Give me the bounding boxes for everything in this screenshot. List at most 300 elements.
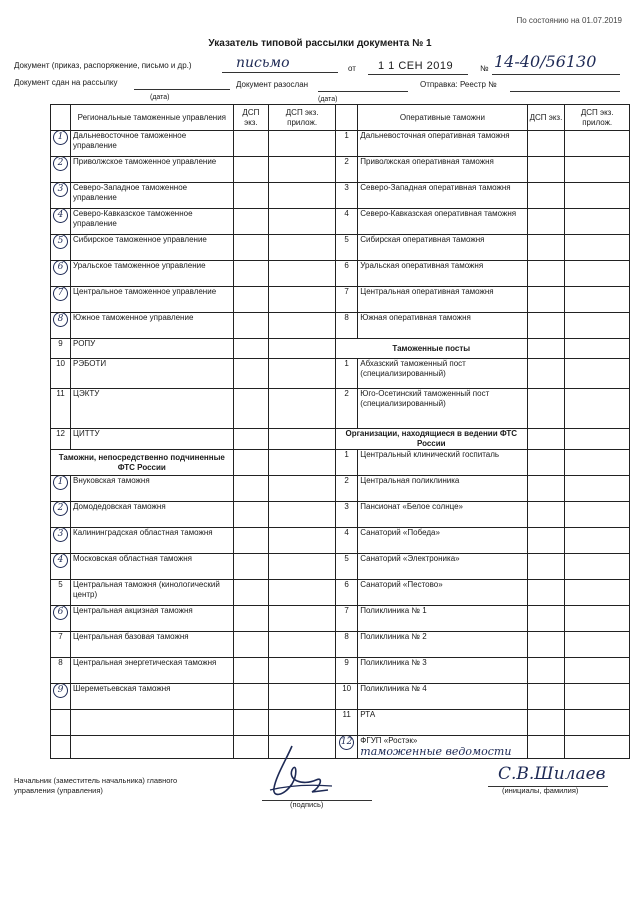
left-dsp-att-cell — [269, 339, 336, 359]
right-recipient — [358, 502, 527, 528]
left-dsp-att-cell — [269, 157, 336, 183]
left-row-number — [51, 389, 71, 429]
header-dsp-att-left: ДСП экз. прилож. — [269, 105, 336, 131]
name-label: (инициалы, фамилия) — [502, 786, 579, 795]
circled-mark: 8 — [53, 313, 68, 328]
row-number-text: 3 — [344, 183, 349, 192]
left-dsp-att-cell — [269, 313, 336, 339]
table-row — [51, 261, 630, 287]
circled-mark: 9 — [53, 684, 68, 699]
right-recipient-text: Центральный клинический госпиталь — [360, 450, 500, 459]
right-row-number — [336, 684, 358, 710]
right-dsp-cell — [527, 528, 565, 554]
right-row-number — [336, 261, 358, 287]
left-dsp-cell — [233, 313, 269, 339]
right-recipient-text: Пансионат «Белое солнце» — [360, 502, 463, 511]
left-recipient: Калининградская областная таможня — [71, 528, 234, 554]
left-dsp-cell — [233, 502, 269, 528]
right-dsp-cell — [527, 450, 565, 476]
right-dsp-cell — [527, 359, 565, 389]
right-row-number — [336, 389, 358, 429]
right-recipient — [358, 261, 527, 287]
table-row — [51, 235, 630, 261]
left-dsp-cell — [233, 157, 269, 183]
left-dsp-cell — [233, 131, 269, 157]
circled-mark: 6 — [53, 606, 68, 621]
right-dsp-cell — [527, 183, 565, 209]
footer-position: Начальник (заместитель начальника) главного управления (управления) — [14, 776, 178, 795]
left-recipient — [71, 736, 234, 759]
right-recipient-text: Дальневосточная оперативная таможня — [360, 131, 510, 140]
left-dsp-cell — [233, 710, 269, 736]
table-row — [51, 502, 630, 528]
doc-date-stamp: 1 1 СЕН 2019 — [378, 60, 454, 72]
right-row-number — [336, 606, 358, 632]
circled-mark: 1 — [53, 131, 68, 146]
left-dsp-cell — [233, 183, 269, 209]
left-dsp-cell — [233, 359, 269, 389]
right-recipient — [358, 287, 527, 313]
sign-label: (подпись) — [290, 800, 324, 809]
left-recipient: Сибирское таможенное управление — [71, 235, 234, 261]
row-number-text: 3 — [344, 502, 349, 511]
row-number-text: 7 — [58, 632, 63, 641]
left-dsp-att-cell — [269, 554, 336, 580]
left-row-number — [51, 339, 71, 359]
left-row-number — [51, 736, 71, 759]
right-recipient-text: Санаторий «Победа» — [360, 528, 440, 537]
left-row-number — [51, 684, 71, 710]
right-recipient-text: ФГУП «Ростэк» — [360, 736, 418, 745]
left-row-number — [51, 632, 71, 658]
table-row — [51, 389, 630, 429]
right-dsp-cell — [527, 131, 565, 157]
right-row-number — [336, 736, 358, 759]
right-dsp-att-cell — [565, 580, 630, 606]
right-dsp-cell — [527, 313, 565, 339]
left-dsp-att-cell — [269, 131, 336, 157]
distributed-label: Документ разослан — [236, 80, 309, 89]
left-recipient: ЦИТТУ — [71, 429, 234, 450]
right-dsp-att-cell — [565, 313, 630, 339]
date-label-right: (дата) — [318, 96, 338, 103]
handwritten-name: С.В.Шилаев — [498, 764, 606, 784]
left-dsp-att-cell — [269, 658, 336, 684]
right-recipient-text: Южная оперативная таможня — [360, 313, 471, 322]
header-num-left — [51, 105, 71, 131]
circled-mark: 2 — [53, 502, 68, 517]
right-dsp-cell — [527, 261, 565, 287]
right-dsp-cell — [527, 658, 565, 684]
right-recipient-text: Поликлиника № 1 — [360, 606, 427, 615]
right-row-number — [336, 502, 358, 528]
header-dsp-att-right: ДСП экз. прилож. — [565, 105, 630, 131]
right-recipient — [358, 183, 527, 209]
right-row-number — [336, 157, 358, 183]
doc-number-handwritten: 14-40/56130 — [494, 52, 597, 71]
row-number-text: 2 — [344, 476, 349, 485]
right-row-number — [336, 554, 358, 580]
right-recipient — [358, 131, 527, 157]
right-row-number — [336, 476, 358, 502]
left-dsp-cell — [233, 476, 269, 502]
right-recipient-text: Поликлиника № 3 — [360, 658, 427, 667]
left-recipient: РОПУ — [71, 339, 234, 359]
circled-mark: 2 — [53, 157, 68, 172]
doc-number-underline — [492, 74, 620, 75]
row-number-text: 12 — [56, 429, 65, 438]
right-dsp-att-cell — [565, 606, 630, 632]
table-row — [51, 658, 630, 684]
left-row-number — [51, 261, 71, 287]
left-recipient: Уральское таможенное управление — [71, 261, 234, 287]
right-recipient-text: Поликлиника № 4 — [360, 684, 427, 693]
row-number-text: 2 — [344, 157, 349, 166]
left-dsp-cell — [233, 339, 269, 359]
sent-label: Документ сдан на рассылку — [14, 78, 118, 87]
right-recipient — [358, 684, 527, 710]
right-recipient-text: Северо-Западная оперативная таможня — [360, 183, 511, 192]
handwritten-note: таможенные ведомости — [360, 745, 512, 758]
right-recipient — [358, 450, 527, 476]
right-row-number — [336, 632, 358, 658]
left-recipient — [71, 710, 234, 736]
right-recipient — [358, 528, 527, 554]
left-dsp-att-cell — [269, 528, 336, 554]
row-number-text: 7 — [344, 606, 349, 615]
right-dsp-cell — [527, 580, 565, 606]
left-recipient: Центральная энергетическая таможня — [71, 658, 234, 684]
table-row — [51, 313, 630, 339]
row-number-text: 6 — [344, 261, 349, 270]
sent-underline — [134, 89, 230, 90]
row-number-text: 8 — [58, 658, 63, 667]
row-number-text: 4 — [344, 209, 349, 218]
right-dsp-att-cell — [565, 183, 630, 209]
left-dsp-cell — [233, 606, 269, 632]
header-left-name: Региональные таможенные управления — [71, 105, 234, 131]
left-dsp-cell — [233, 580, 269, 606]
table-row — [51, 710, 630, 736]
table-row — [51, 339, 630, 359]
left-recipient: Центральное таможенное управление — [71, 287, 234, 313]
row-number-text: 10 — [342, 684, 352, 693]
status-date: По состоянию на 01.07.2019 — [516, 16, 622, 25]
right-dsp-att-cell — [565, 209, 630, 235]
left-dsp-att-cell — [269, 606, 336, 632]
right-dsp-att-cell — [565, 287, 630, 313]
left-row-number — [51, 235, 71, 261]
right-recipient — [358, 476, 527, 502]
right-dsp-att-cell — [565, 476, 630, 502]
right-recipient — [358, 235, 527, 261]
row-number-text: 1 — [344, 359, 349, 368]
left-dsp-cell — [233, 429, 269, 450]
right-row-number — [336, 131, 358, 157]
right-dsp-cell — [527, 502, 565, 528]
table-row — [51, 287, 630, 313]
row-number-text: 5 — [344, 554, 349, 563]
right-row-number — [336, 313, 358, 339]
right-dsp-cell — [527, 554, 565, 580]
left-row-number — [51, 710, 71, 736]
page-title: Указатель типовой рассылки документа № 1 — [208, 38, 432, 49]
doc-date-underline — [368, 74, 468, 75]
header-num-right — [336, 105, 358, 131]
table-row — [51, 580, 630, 606]
table-row — [51, 554, 630, 580]
right-recipient — [358, 580, 527, 606]
left-recipient: Северо-Западное таможенное управление — [71, 183, 234, 209]
right-recipient-text: Юго-Осетинский таможенный пост (специализированный) — [360, 389, 490, 408]
table-row — [51, 157, 630, 183]
right-dsp-cell — [527, 606, 565, 632]
doc-from-label: от — [348, 64, 356, 73]
right-row-number — [336, 580, 358, 606]
right-recipient-text: РТА — [360, 710, 376, 719]
right-recipient — [358, 359, 527, 389]
row-number-text: 9 — [58, 339, 63, 348]
circled-mark: 6 — [53, 261, 68, 276]
circled-mark: 1 — [53, 476, 68, 491]
row-number-text: 11 — [56, 389, 65, 398]
table-row — [51, 450, 630, 476]
table-row — [51, 183, 630, 209]
left-row-number — [51, 131, 71, 157]
right-row-number — [336, 450, 358, 476]
right-recipient-text: Центральная поликлиника — [360, 476, 460, 485]
right-recipient — [358, 209, 527, 235]
right-dsp-cell — [527, 157, 565, 183]
left-dsp-cell — [233, 235, 269, 261]
right-row-number — [336, 209, 358, 235]
right-row-number — [336, 359, 358, 389]
row-number-text: 5 — [344, 235, 349, 244]
left-recipient: Московская областная таможня — [71, 554, 234, 580]
doc-number-label: № — [480, 64, 489, 73]
left-dsp-cell — [233, 528, 269, 554]
header-dsp-left: ДСП экз. — [233, 105, 269, 131]
row-number-text: 6 — [344, 580, 349, 589]
table-row — [51, 131, 630, 157]
right-recipient-text: Уральская оперативная таможня — [360, 261, 484, 270]
right-dsp-cell — [527, 235, 565, 261]
doc-type-underline — [222, 72, 338, 73]
left-recipient: Приволжское таможенное управление — [71, 157, 234, 183]
left-dsp-cell — [233, 450, 269, 476]
right-recipient-text: Приволжская оперативная таможня — [360, 157, 494, 166]
left-dsp-cell — [233, 209, 269, 235]
right-dsp-att-cell — [565, 528, 630, 554]
right-dsp-cell — [527, 429, 565, 450]
right-recipient — [358, 157, 527, 183]
right-dsp-cell — [527, 710, 565, 736]
right-dsp-att-cell — [565, 339, 630, 359]
right-dsp-att-cell — [565, 710, 630, 736]
right-recipient — [358, 313, 527, 339]
right-dsp-att-cell — [565, 429, 630, 450]
left-recipient: Центральная акцизная таможня — [71, 606, 234, 632]
right-dsp-att-cell — [565, 131, 630, 157]
signature-image — [262, 740, 334, 804]
left-group-heading: Таможни, непосредственно подчиненные ФТС России — [51, 450, 234, 476]
left-row-number — [51, 502, 71, 528]
left-dsp-cell — [233, 389, 269, 429]
left-recipient: Внуковская таможня — [71, 476, 234, 502]
left-dsp-att-cell — [269, 710, 336, 736]
row-number-text: 1 — [344, 131, 349, 140]
table-row — [51, 429, 630, 450]
left-dsp-att-cell — [269, 502, 336, 528]
left-dsp-att-cell — [269, 359, 336, 389]
row-number-text: 7 — [344, 287, 349, 296]
right-dsp-att-cell — [565, 157, 630, 183]
dispatch-underline — [510, 91, 620, 92]
circled-mark: 3 — [53, 528, 68, 543]
right-dsp-cell — [527, 736, 565, 759]
left-recipient: РЭБОТИ — [71, 359, 234, 389]
table-row — [51, 359, 630, 389]
left-recipient: Южное таможенное управление — [71, 313, 234, 339]
left-dsp-cell — [233, 261, 269, 287]
left-dsp-att-cell — [269, 429, 336, 450]
row-number-text: 8 — [344, 632, 349, 641]
left-recipient: Шереметьевская таможня — [71, 684, 234, 710]
left-dsp-cell — [233, 684, 269, 710]
right-row-number — [336, 528, 358, 554]
left-recipient: Центральная таможня (кинологический центр) — [71, 580, 234, 606]
circled-mark: 3 — [53, 183, 68, 198]
circled-mark: 5 — [53, 235, 68, 250]
right-recipient — [358, 736, 527, 759]
date-label-left: (дата) — [150, 94, 170, 101]
table-row — [51, 684, 630, 710]
distributed-underline — [318, 91, 408, 92]
right-dsp-att-cell — [565, 261, 630, 287]
left-dsp-cell — [233, 658, 269, 684]
right-dsp-att-cell — [565, 389, 630, 429]
table-row — [51, 736, 630, 759]
right-recipient-text: Поликлиника № 2 — [360, 632, 427, 641]
header-dsp-right: ДСП экз. — [527, 105, 565, 131]
left-row-number — [51, 554, 71, 580]
right-recipient — [358, 710, 527, 736]
left-row-number — [51, 476, 71, 502]
left-row-number — [51, 359, 71, 389]
right-dsp-att-cell — [565, 684, 630, 710]
left-dsp-att-cell — [269, 389, 336, 429]
row-number-text: 8 — [344, 313, 349, 322]
header-right-name: Оперативные таможни — [358, 105, 527, 131]
row-number-text: 4 — [344, 528, 349, 537]
circled-mark: 4 — [53, 554, 68, 569]
right-recipient — [358, 658, 527, 684]
right-recipient-text: Северо-Кавказская оперативная таможня — [360, 209, 517, 218]
right-dsp-att-cell — [565, 502, 630, 528]
left-row-number — [51, 429, 71, 450]
left-dsp-att-cell — [269, 450, 336, 476]
doc-type-label: Документ (приказ, распоряжение, письмо и др.) — [14, 61, 192, 70]
left-dsp-att-cell — [269, 287, 336, 313]
left-dsp-att-cell — [269, 632, 336, 658]
right-dsp-cell — [527, 684, 565, 710]
left-dsp-cell — [233, 287, 269, 313]
row-number-text: 9 — [344, 658, 349, 667]
right-recipient-text: Сибирская оперативная таможня — [360, 235, 485, 244]
right-dsp-cell — [527, 389, 565, 429]
left-row-number — [51, 580, 71, 606]
left-recipient: Дальневосточное таможенное управление — [71, 131, 234, 157]
row-number-text: 5 — [58, 580, 63, 589]
left-dsp-att-cell — [269, 235, 336, 261]
left-recipient: Домодедовская таможня — [71, 502, 234, 528]
left-dsp-att-cell — [269, 580, 336, 606]
dispatch-label: Отправка: Реестр № — [420, 80, 497, 89]
right-dsp-att-cell — [565, 632, 630, 658]
left-row-number — [51, 606, 71, 632]
right-recipient — [358, 389, 527, 429]
right-recipient — [358, 606, 527, 632]
right-recipient-text: Санаторий «Электроника» — [360, 554, 460, 563]
right-row-number — [336, 287, 358, 313]
right-dsp-cell — [527, 632, 565, 658]
right-recipient-text: Санаторий «Пестово» — [360, 580, 443, 589]
right-dsp-att-cell — [565, 450, 630, 476]
left-row-number — [51, 658, 71, 684]
right-row-number — [336, 235, 358, 261]
table-row — [51, 606, 630, 632]
right-dsp-cell — [527, 476, 565, 502]
left-row-number — [51, 287, 71, 313]
row-number-text: 2 — [344, 389, 349, 398]
right-group-heading: Таможенные посты — [336, 339, 528, 359]
doc-type-handwritten: письмо — [236, 55, 290, 71]
left-dsp-att-cell — [269, 684, 336, 710]
left-row-number — [51, 313, 71, 339]
right-recipient — [358, 554, 527, 580]
row-number-text: 11 — [342, 710, 351, 719]
table-row — [51, 209, 630, 235]
table-row — [51, 476, 630, 502]
right-dsp-cell — [527, 287, 565, 313]
circled-mark: 4 — [53, 209, 68, 224]
row-number-text: 1 — [344, 450, 349, 459]
left-row-number — [51, 528, 71, 554]
left-dsp-cell — [233, 632, 269, 658]
right-row-number — [336, 183, 358, 209]
right-row-number — [336, 710, 358, 736]
right-dsp-cell — [527, 339, 565, 359]
table-row — [51, 528, 630, 554]
right-dsp-cell — [527, 209, 565, 235]
right-dsp-att-cell — [565, 235, 630, 261]
circled-mark: 12 — [339, 736, 354, 751]
right-recipient — [358, 632, 527, 658]
left-dsp-att-cell — [269, 209, 336, 235]
right-dsp-att-cell — [565, 359, 630, 389]
left-dsp-att-cell — [269, 476, 336, 502]
left-dsp-cell — [233, 554, 269, 580]
right-dsp-att-cell — [565, 736, 630, 759]
left-row-number — [51, 183, 71, 209]
left-recipient: Северо-Кавказское таможенное управление — [71, 209, 234, 235]
left-recipient: Центральная базовая таможня — [71, 632, 234, 658]
left-recipient: ЦЭКТУ — [71, 389, 234, 429]
left-row-number — [51, 209, 71, 235]
distribution-table — [50, 104, 630, 759]
left-row-number — [51, 157, 71, 183]
table-row — [51, 632, 630, 658]
